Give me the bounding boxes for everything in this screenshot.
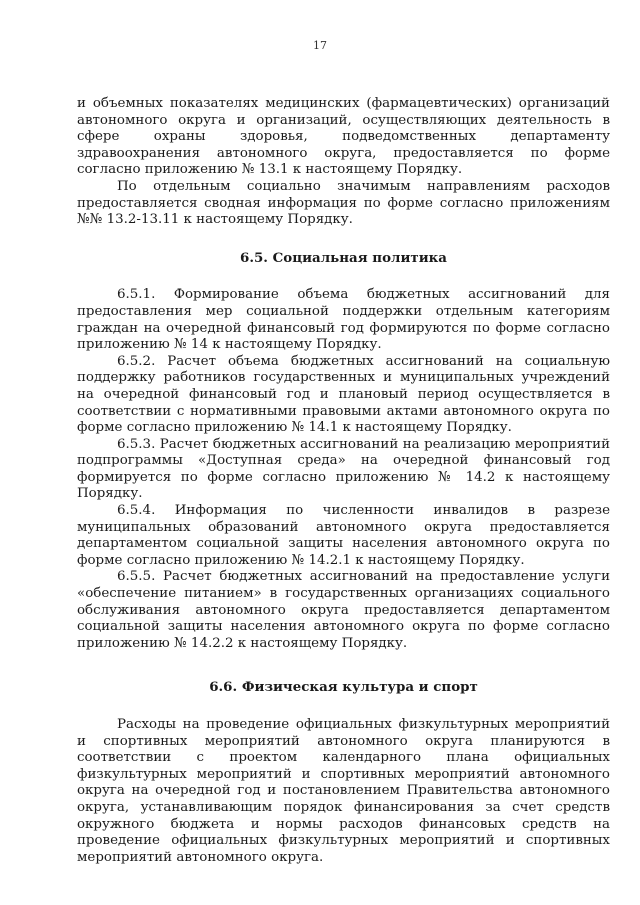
clause-paragraph: 6.5.5. Расчет бюджетных ассигнований на предоставление услуги «обеспечение питанием» в государственных организациях социального обслуживания автономного округа предоставляется департаментом социальной защиты населения автономного округа по форме согласно приложению № 14.2.2 к настоящему Порядку. — [77, 569, 610, 651]
clause-paragraph: 6.5.4. Информация по численности инвалидов в разрезе муниципальных образований автономного округа предоставляется департаментом социальной защиты населения автономного округа по форме согласно приложению № 14.2.1 к настоящему Порядку. — [77, 503, 610, 568]
body-paragraph: Расходы на проведение официальных физкультурных мероприятий и спортивных мероприятий автономного округа планируются в соответствии с проектом календарного плана официальных физкультурных мероприятий и спортивных мероприятий автономного округа на очередной год и постановлением Правительства автономного округа, устанавливающим порядок финансирования за счет средств окружного бюджета и нормы расходов финансовых средств на проведение официальных физкультурных мероприятий и спортивных мероприятий автономного округа. — [77, 717, 610, 865]
clause-paragraph: 6.5.1. Формирование объема бюджетных ассигнований для предоставления мер социальной поддержки отдельным категориям граждан на очередной финансовый год формируются по форме согласно приложению № 14 к настоящему Порядку. — [77, 287, 610, 353]
section-heading-physical-culture: 6.6. Физическая культура и спорт — [209, 679, 478, 696]
page-number: 17 — [313, 39, 327, 52]
clause-paragraph: 6.5.3. Расчет бюджетных ассигнований на реализацию мероприятий подпрограммы «Доступная среда» на очередной финансовый год формируется по форме согласно приложению № 14.2 к настоящему Порядку. — [77, 436, 610, 502]
section-heading-social-policy: 6.5. Социальная политика — [240, 249, 447, 266]
intro-paragraph: и объемных показателях медицинских (фармацевтических) организаций автономного округа и организаций, осуществляющих деятельность в сфере охраны здоровья, подведомственных департаменту здравоохранения автономного округа, предоставляется по форме согласно приложению № 13.1 к настоящему Порядку. — [77, 96, 610, 178]
clause-paragraph: 6.5.2. Расчет объема бюджетных ассигнований на социальную поддержку работников государственных и муниципальных учреждений на очередной финансовый год и плановый период осуществляется в соответствии с нормативными правовыми актами автономного округа по форме согласно приложению № 14.1 к настоящему Порядку. — [77, 353, 610, 436]
section-body-physical-culture — [77, 717, 610, 866]
page-content — [77, 96, 610, 866]
section-body-social-policy — [77, 287, 610, 652]
intro-paragraph: По отдельным социально значимым направлениям расходов предоставляется сводная информация по форме согласно приложениям №№ 13.2-13.11 к настоящему Порядку. — [77, 178, 610, 228]
